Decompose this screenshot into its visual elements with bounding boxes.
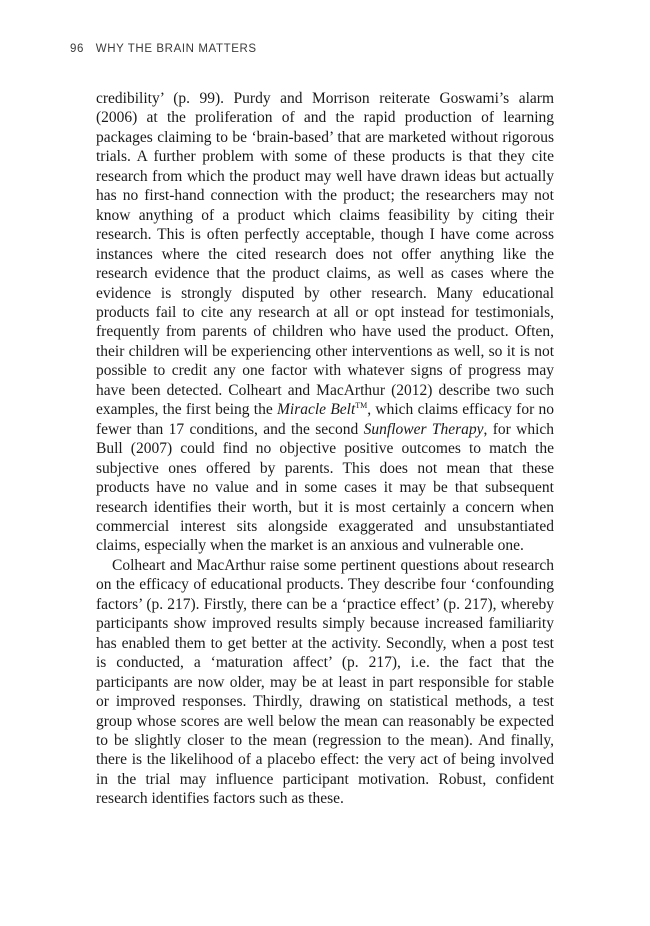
body-text xyxy=(96,89,554,809)
page-number: 96 xyxy=(70,43,84,55)
paragraph-1-text-b: , which claims efficacy for no fewer than 17 conditions, and the second xyxy=(96,401,555,438)
miracle-belt-title: Miracle Belt xyxy=(277,401,356,419)
running-head-title: WHY THE BRAIN MATTERS xyxy=(95,43,257,55)
paragraph-1-text-a: credibility’ (p. 99). Purdy and Morrison reiterate Goswami’s alarm (2006) at the proliferation of and the rapid production of learning packages claiming to be ‘brain-based’ that are marketed without rigorous trials. A further problem with some of these products is that they cite research from which the product may well have drawn ideas but actually has no first-hand connection with the product; the researchers may not know anything of a product which claims feasibility by citing their research. This is often perfectly acceptable, though I have come across instances where the cited research does not offer anything like the research evidence that the product claims, as well as cases where the evidence is strongly disputed by other research. Many educational products fail to cite any research at all or opt instead for testimonials, frequently from parents of children who have used the product. Often, their children will be experiencing other interventions as well, so it is not possible to credit any one factor with whatever signs of progress may have been detected. Colheart and MacArthur (2012) describe two such examples, the first being the xyxy=(96,90,554,419)
paragraph-1 xyxy=(96,89,554,556)
paragraph-2: Colheart and MacArthur raise some pertinent questions about research on the efficacy of educational products. They describe four ‘confounding factors’ (p. 217). Firstly, there can be a ‘practice effect’ (p. 217), whereby participants show improved results simply because increased familiarity has enabled them to get better at the activity. Secondly, when a post test is conducted, a ‘maturation affect’ (p. 217), i.e. the fact that the participants are now older, may be at least in part responsible for stable or improved responses. Thirdly, drawing on statistical methods, a test group whose scores are well below the mean can reasonably be expected to be slightly closer to the mean (regression to the mean). And finally, there is the likelihood of a placebo effect: the very act of being involved in the trial may influence participant motivation. Robust, confident research identifies factors such as these. xyxy=(96,556,554,808)
running-head xyxy=(70,43,257,55)
paragraph-1-text-c: , for which Bull (2007) could find no objective positive outcomes to match the subjective ones offered by parents. This does not mean that these products have no value and in some cases it may be that subsequent research identifies their worth, but it is most certainly a concern when commercial interest sits alongside exaggerated and unsubstantiated claims, especially when the market is an anxious and vulnerable one. xyxy=(96,420,555,555)
sunflower-therapy-title: Sunflower Therapy xyxy=(363,420,484,438)
trademark-mark: TM xyxy=(355,401,368,411)
